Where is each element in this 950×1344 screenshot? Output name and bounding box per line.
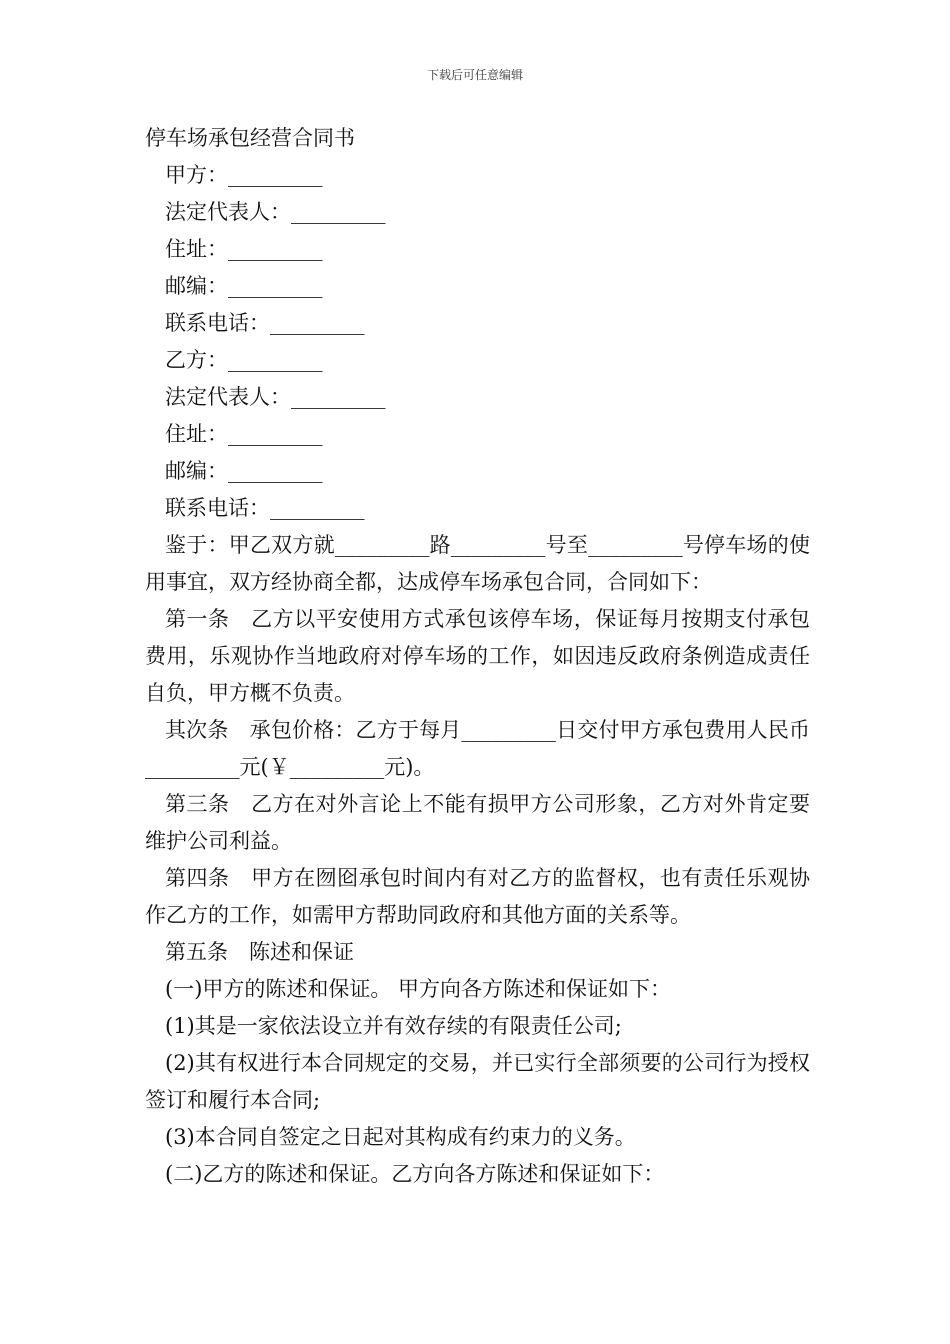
article-2: 其次条 承包价格：乙方于每月_________日交付甲方承包费用人民币_________元(￥_________元)。 <box>145 718 810 779</box>
party-b-warranty-heading: (二)乙方的陈述和保证。乙方向各方陈述和保证如下： <box>165 1162 665 1186</box>
party-a-address: 住址：_________ <box>165 237 323 261</box>
document-body <box>145 120 810 1193</box>
party-b-phone: 联系电话：_________ <box>165 496 365 520</box>
party-b-representative: 法定代表人：_________ <box>165 385 386 409</box>
party-a-warranty-3: (3)本合同自签定之日起对其构成有约束力的义务。 <box>165 1125 636 1149</box>
party-b-address: 住址：_________ <box>165 422 323 446</box>
document-title: 停车场承包经营合同书 <box>145 126 355 150</box>
party-a-warranty-heading: (一)甲方的陈述和保证。 甲方向各方陈述和保证如下： <box>165 977 672 1001</box>
party-a-warranty-2: (2)其有权进行本合同规定的交易，并已实行全部须要的公司行为授权签订和履行本合同; <box>145 1051 810 1112</box>
header-note: 下载后可任意编辑 <box>426 68 523 82</box>
article-3: 第三条 乙方在对外言论上不能有损甲方公司形象，乙方对外肯定要维护公司利益。 <box>145 792 810 853</box>
party-b-name: 乙方：_________ <box>165 348 323 372</box>
preamble: 鉴于：甲乙双方就_________路_________号至_________号停车场的使用事宜，双方经协商全都，达成停车场承包合同，合同如下： <box>145 533 810 594</box>
party-a-name: 甲方：_________ <box>165 163 323 187</box>
article-1: 第一条 乙方以平安使用方式承包该停车场，保证每月按期支付承包费用，乐观协作当地政府对停车场的工作，如因违反政府条例造成责任自负，甲方概不负责。 <box>145 607 810 705</box>
article-4: 第四条 甲方在囫囵承包时间内有对乙方的监督权，也有责任乐观协作乙方的工作，如需甲方帮助同政府和其他方面的关系等。 <box>145 866 810 927</box>
party-a-representative: 法定代表人：_________ <box>165 200 386 224</box>
article-5-title: 第五条 陈述和保证 <box>165 940 354 964</box>
party-a-postcode: 邮编：_________ <box>165 274 323 298</box>
party-b-postcode: 邮编：_________ <box>165 459 323 483</box>
party-a-phone: 联系电话：_________ <box>165 311 365 335</box>
party-a-warranty-1: (1)其是一家依法设立并有效存续的有限责任公司; <box>165 1014 622 1038</box>
